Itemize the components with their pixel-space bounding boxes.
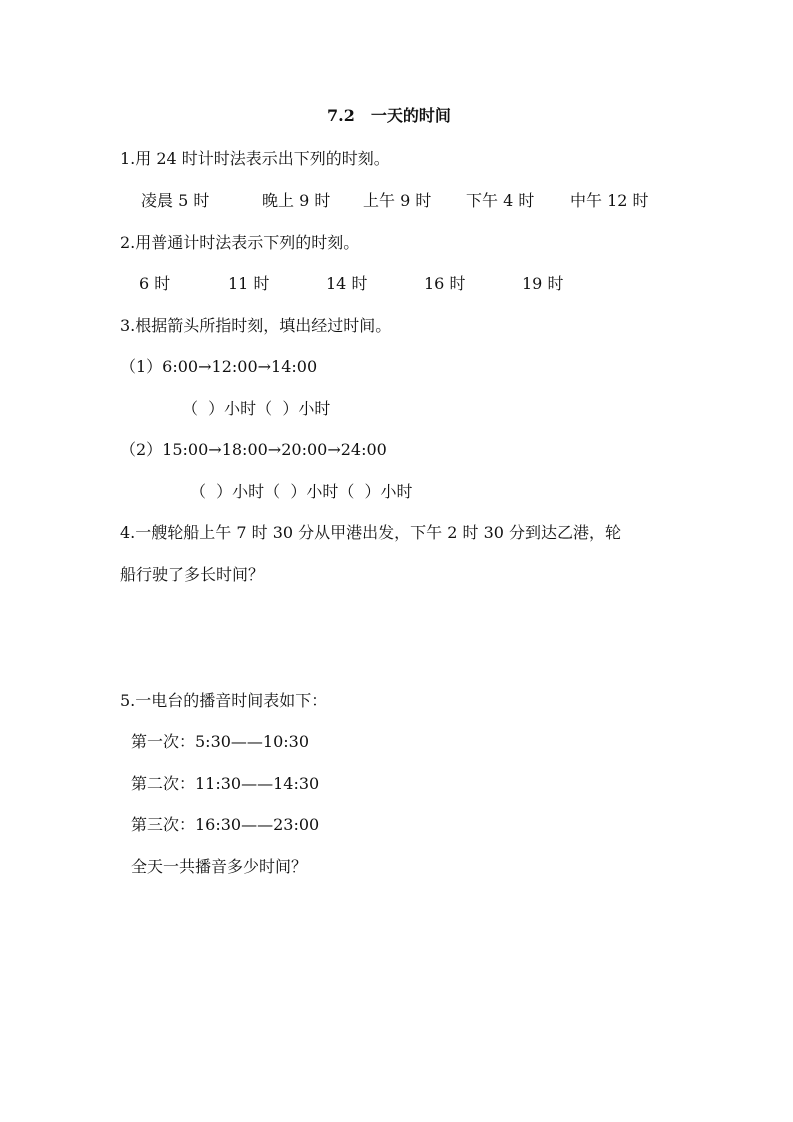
q2-item: 16 时 bbox=[424, 274, 466, 293]
q1-item: 中午 12 时 bbox=[570, 191, 649, 210]
q2-stem: 2.用普通计时法表示下列的时刻。 bbox=[120, 233, 360, 252]
q5-schedule-row: 第三次：16:30——23:00 bbox=[131, 815, 320, 834]
q3-part2: （2）15:00→18:00→20:00→24:00 bbox=[120, 440, 387, 459]
q2-item: 11 时 bbox=[228, 274, 270, 293]
q1-stem: 1.用 24 时计时法表示出下列的时刻。 bbox=[120, 149, 390, 168]
q1-item: 晚上 9 时 bbox=[262, 191, 331, 210]
q5-question: 全天一共播音多少时间？ bbox=[131, 857, 308, 876]
q5-schedule-row: 第二次：11:30——14:30 bbox=[131, 774, 320, 793]
q3-part1: （1）6:00→12:00→14:00 bbox=[120, 357, 318, 376]
q1-item: 凌晨 5 时 bbox=[141, 191, 210, 210]
q2-item: 19 时 bbox=[522, 274, 564, 293]
q5-schedule-row: 第一次：5:30——10:30 bbox=[131, 732, 310, 751]
page-title: 7.2 一天的时间 bbox=[327, 106, 451, 125]
q3-part1-blanks: （ ）小时（ ）小时 bbox=[182, 399, 331, 418]
q2-item: 14 时 bbox=[326, 274, 368, 293]
q4-line2: 船行驶了多长时间？ bbox=[120, 565, 265, 584]
q1-item: 下午 4 时 bbox=[466, 191, 535, 210]
q1-item: 上午 9 时 bbox=[363, 191, 432, 210]
q3-stem: 3.根据箭头所指时刻，填出经过时间。 bbox=[120, 316, 392, 335]
q4-line1: 4.一艘轮船上午 7 时 30 分从甲港出发，下午 2 时 30 分到达乙港，轮 bbox=[120, 523, 622, 542]
q5-stem: 5.一电台的播音时间表如下： bbox=[120, 691, 328, 710]
q2-item: 6 时 bbox=[139, 274, 171, 293]
q3-part2-blanks: （ ）小时（ ）小时（ ）小时 bbox=[190, 482, 413, 501]
